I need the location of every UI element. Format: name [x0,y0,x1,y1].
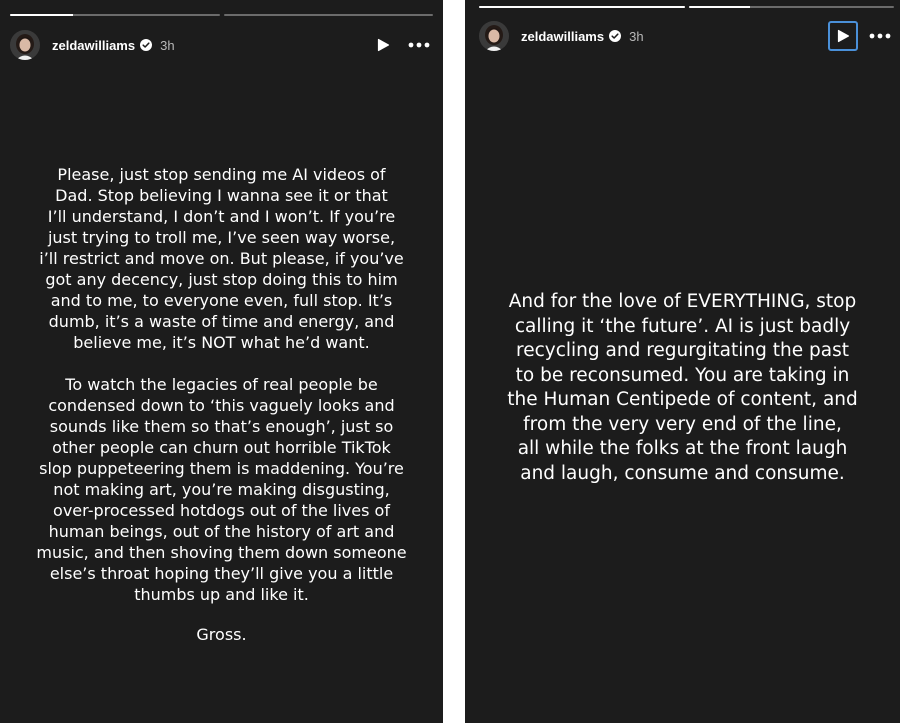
story-header [10,28,433,62]
play-button[interactable] [828,21,858,51]
story-text-paragraph: And for the love of EVERYTHING, stop calling it ‘the future’. AI is just badly recycling and regurgitating the past to be reconsumed. You are taking in the Human Centipede of content, and from the very very end of the line, all while the folks at the front laugh and laugh, consume and consume. [507,291,858,484]
story-panel-left[interactable] [0,0,443,723]
story-text-paragraph: Gross. [196,625,247,644]
verified-badge-icon [609,30,621,42]
story-progress-bar [479,6,894,8]
more-options-button[interactable] [405,31,433,59]
story-panel-right[interactable] [465,0,900,723]
story-text-paragraph: To watch the legacies of real people be condensed down to ‘this vaguely looks and sounds like them so that’s enough’, just so other people can churn out horrible TikTok slop puppeteering them is maddening. You’re not making art, you’re making disgusting, over-processed hotdogs out of the lives of human beings, out of the history of art and music, and then shoving them down someone else’s throat hoping they’ll give you a little thumbs up and like it. [36,375,407,604]
more-options-button[interactable] [866,22,894,50]
more-icon [869,33,891,39]
username[interactable]: zeldawilliams [521,28,605,44]
username[interactable]: zeldawilliams [52,37,136,53]
story-header [479,19,894,53]
more-icon [408,42,430,48]
avatar[interactable] [479,21,509,51]
progress-segment-1 [479,6,685,8]
post-time: 3h [160,37,175,53]
play-icon [376,38,390,52]
play-icon [836,29,850,43]
progress-segment-1 [10,14,220,16]
progress-segment-fill [10,14,73,16]
verified-badge-icon [140,39,152,51]
profile-photo-icon [10,30,40,60]
avatar[interactable] [10,30,40,60]
post-time: 3h [629,28,644,44]
progress-segment-2 [689,6,895,8]
progress-segment-fill [689,6,751,8]
progress-segment-2 [224,14,434,16]
play-button[interactable] [369,31,397,59]
profile-photo-icon [479,21,509,51]
progress-segment-fill [479,6,685,8]
story-text-paragraph: Please, just stop sending me AI videos of Dad. Stop believing I wanna see it or that I’ll understand, I don’t and I won’t. If you’re just trying to troll me, I’ve seen way worse, i’ll restrict and move on. But please, if you’ve got any decency, just stop doing this to him and to me, to everyone even, full stop. It’s dumb, it’s a waste of time and energy, and believe me, it’s NOT what he’d want. [39,165,404,352]
story-progress-bar [10,14,433,16]
